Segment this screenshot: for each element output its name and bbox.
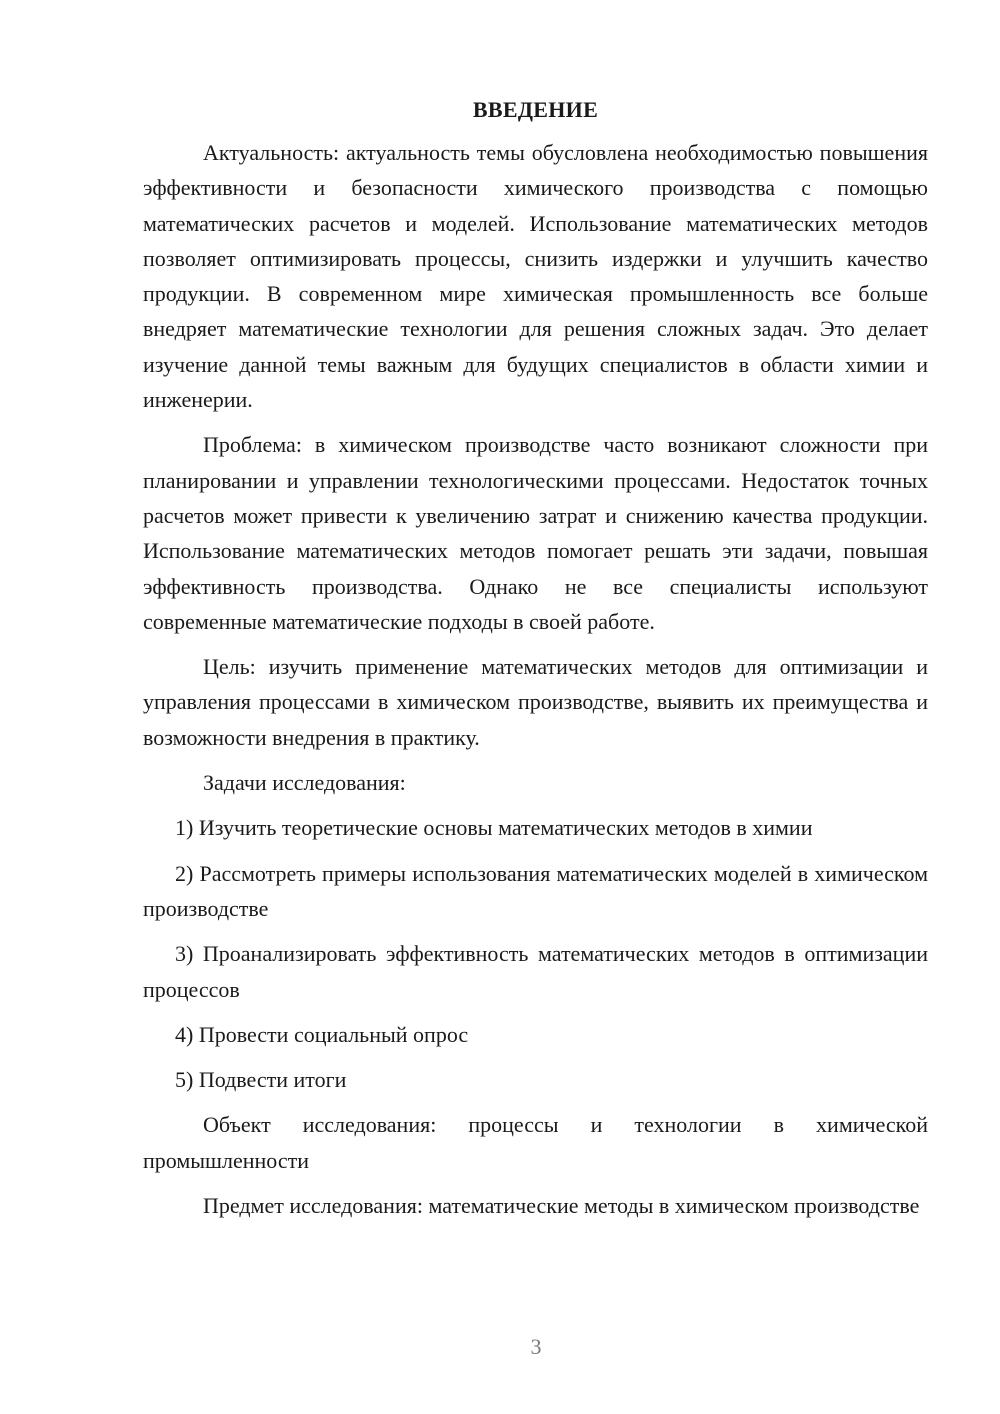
task-item-1: 1) Изучить теоретические основы математических методов в химии: [175, 815, 813, 841]
tasks-heading: Задачи исследования:: [203, 770, 406, 796]
page-title: ВВЕДЕНИЕ: [472, 97, 599, 122]
task-item-4: 4) Провести социальный опрос: [175, 1021, 469, 1047]
paragraph-relevance: Актуальность: актуальность темы обусловлена необходимостью повышения эффективности и безопасности химического производства с помощью математических расчетов и моделей. Использование математических методов позволяет оптимизировать процессы, снизить издержки и улучшить качество продукции. В современном мире химическая промышленность все больше внедряет математические технологии для решения сложных задач. Это делает изучение данной темы важным для будущих специалистов в области химии и инженерии.: [143, 140, 928, 413]
page-number: 3: [530, 1334, 542, 1359]
paragraph-goal: Цель: изучить применение математических методов для оптимизации и управления процессами в химическом производстве, выявить их преимущества и возможности внедрения в практику.: [143, 654, 928, 750]
task-item-3: 3) Проанализировать эффективность математических методов в оптимизации процессов: [143, 941, 928, 1002]
paragraph-object: Объект исследования: процессы и технологии в химической промышленности: [143, 1112, 928, 1173]
paragraph-problem: Проблема: в химическом производстве часто возникают сложности при планировании и управлении технологическими процессами. Недостаток точных расчетов может привести к увеличению затрат и снижению качества продукции. Использование математических методов помогает решать эти задачи, повышая эффективность производства. Однако не все специалисты используют современные математические подходы в своей работе.: [143, 432, 928, 634]
task-item-2: 2) Рассмотреть примеры использования математических моделей в химическом производстве: [143, 860, 928, 921]
document-page: [143, 95, 928, 1233]
paragraph-subject: Предмет исследования: математические методы в химическом производстве: [203, 1193, 920, 1219]
task-item-5: 5) Подвести итоги: [175, 1067, 347, 1093]
